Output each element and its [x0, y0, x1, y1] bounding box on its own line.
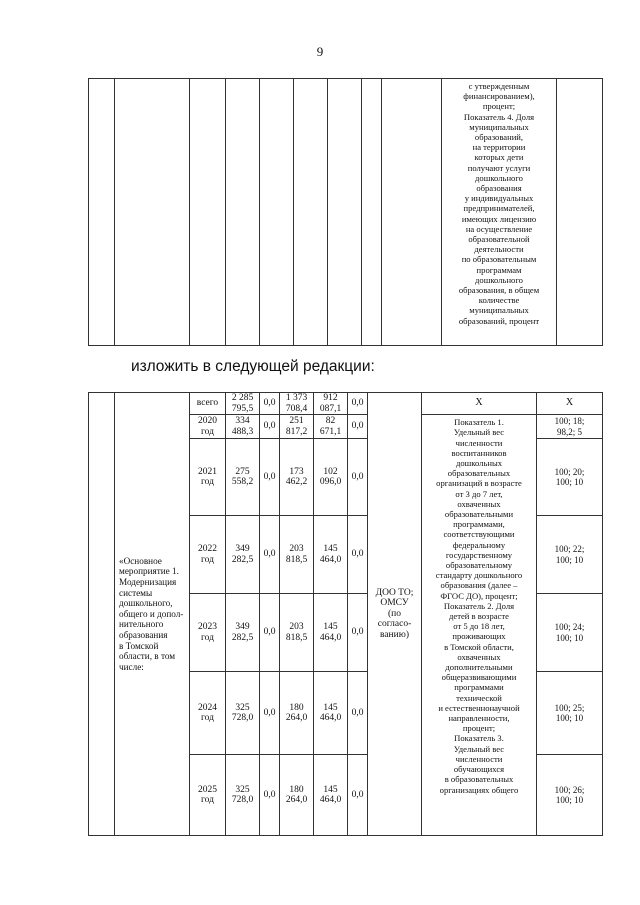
text-line: дошкольных: [455, 458, 503, 468]
text-line: Модернизация: [119, 577, 177, 588]
target-cell: 100; 20; 100; 10: [537, 439, 603, 516]
text-line: образования: [119, 629, 168, 640]
top-cell: [557, 79, 603, 346]
text-line: дошкольного: [475, 172, 523, 183]
total-cell: 349 282,5: [226, 594, 260, 672]
text-line: деятельности: [474, 244, 524, 255]
top-cell: [115, 79, 190, 346]
text-line: образования, в общем: [458, 285, 540, 296]
top-cell: [260, 79, 294, 346]
text-line: процент;: [482, 101, 516, 112]
text-line: охваченных: [457, 651, 501, 662]
text-line: согласо-: [377, 619, 412, 630]
text-line: образовательному: [445, 560, 513, 571]
value-cell: 145 464,0: [314, 755, 348, 836]
indicator-header-cell: X: [422, 393, 537, 415]
text-line: по образовательным: [461, 254, 537, 265]
top-cell: [294, 79, 328, 346]
value-cell: 0,0: [260, 415, 280, 439]
text-line: от 3 до 7 лет,: [455, 488, 503, 499]
text-line: дошкольного: [475, 274, 523, 285]
text-line: детей в возрасте: [449, 611, 509, 622]
text-line: от 5 до 18 лет,: [453, 621, 505, 632]
text-line: с утвержденным: [468, 81, 530, 91]
value-cell: 102 096,0: [314, 439, 348, 516]
text-line: числе:: [119, 661, 144, 672]
text-line: получают услуги: [467, 162, 531, 173]
total-cell: 325 728,0: [226, 755, 260, 836]
text-line: проживающих: [452, 631, 506, 642]
main-table: [88, 392, 603, 836]
text-line: количестве: [478, 295, 520, 306]
text-line: государственному: [445, 549, 513, 560]
total-cell: 325 728,0: [226, 672, 260, 755]
text-line: предпринимателей,: [463, 203, 535, 214]
text-line: муниципальных: [469, 305, 529, 316]
value-cell: 203 818,5: [280, 594, 314, 672]
period-cell: 2021 год: [190, 439, 226, 516]
value-cell: 145 464,0: [314, 672, 348, 755]
value-cell: 0,0: [348, 516, 368, 594]
period-cell: 2022 год: [190, 516, 226, 594]
value-cell: 0,0: [260, 439, 280, 516]
text-line: (по: [388, 608, 401, 619]
text-line: соответствующими: [443, 529, 515, 540]
row-number-cell: [89, 393, 115, 836]
text-line: программами: [454, 682, 504, 693]
target-cell: X: [537, 393, 603, 415]
top-cell: [362, 79, 382, 346]
text-line: на территории: [472, 142, 526, 153]
text-line: Показатель 3.: [454, 733, 504, 744]
text-line: в Томской области,: [444, 641, 514, 652]
text-line: программами,: [453, 519, 505, 530]
value-cell: 251 817,2: [280, 415, 314, 439]
text-line: образования: [476, 183, 522, 194]
top-cell: [226, 79, 260, 346]
text-line: образовательной: [468, 234, 530, 245]
text-line: образовательными: [444, 509, 514, 520]
text-line: нительного: [119, 619, 164, 630]
text-line: воспитанников: [451, 447, 507, 458]
text-line: финансированием),: [463, 91, 535, 102]
text-line: направленности,: [448, 713, 510, 724]
text-line: общеразвивающими: [441, 672, 517, 683]
target-cell: 100; 22; 100; 10: [537, 516, 603, 594]
text-line: технической: [456, 692, 502, 703]
text-line: муниципальных: [469, 121, 529, 132]
value-cell: 0,0: [260, 393, 280, 415]
text-line: численности: [455, 753, 503, 764]
text-line: общего и допол-: [119, 608, 184, 619]
text-line: «Основное: [119, 555, 162, 566]
value-cell: 1 373 708,4: [280, 393, 314, 415]
text-line: имеющих лицензию: [461, 213, 537, 224]
value-cell: 0,0: [348, 672, 368, 755]
value-cell: 145 464,0: [314, 594, 348, 672]
text-line: ОМСУ: [380, 598, 409, 609]
value-cell: 0,0: [260, 594, 280, 672]
target-cell: 100; 25; 100; 10: [537, 672, 603, 755]
value-cell: 180 264,0: [280, 672, 314, 755]
value-cell: 0,0: [348, 594, 368, 672]
text-line: Показатель 4. Доля: [463, 111, 535, 122]
text-line: в Томской: [119, 640, 159, 651]
text-line: численности: [455, 437, 503, 448]
period-cell: 2024 год: [190, 672, 226, 755]
text-line: обучающихся: [453, 764, 505, 775]
value-cell: 180 264,0: [280, 755, 314, 836]
top-cell: [328, 79, 362, 346]
target-cell: 100; 18; 98,2; 5: [537, 415, 603, 439]
text-line: ФГОС ДО), процент;: [440, 590, 518, 601]
text-line: стандарту дошкольного: [435, 570, 523, 581]
text-line: образования (далее –: [440, 580, 518, 591]
text-line: Показатель 2. Доля: [443, 600, 515, 611]
target-cell: 100; 24; 100; 10: [537, 594, 603, 672]
activity-cell: [115, 393, 190, 836]
value-cell: 82 671,1: [314, 415, 348, 439]
text-line: и естественнонаучной: [438, 702, 520, 713]
text-line: дошкольного,: [119, 598, 173, 609]
text-line: образований,: [474, 132, 524, 143]
page-number: 9: [316, 44, 324, 59]
top-cell: [190, 79, 226, 346]
value-cell: 173 462,2: [280, 439, 314, 516]
value-cell: 0,0: [348, 439, 368, 516]
top-table-fragment: [88, 78, 603, 346]
total-cell: 2 285 795,5: [226, 393, 260, 415]
value-cell: 0,0: [260, 672, 280, 755]
period-cell: всего: [190, 393, 226, 415]
text-line: Показатель 1.: [454, 417, 504, 428]
table-row: [89, 393, 603, 415]
text-line: дополнительными: [445, 662, 513, 673]
value-cell: 203 818,5: [280, 516, 314, 594]
period-cell: 2020 год: [190, 415, 226, 439]
text-line: области, в том: [119, 651, 176, 662]
text-line: у индивидуальных: [464, 193, 534, 204]
text-line: мероприятие 1.: [119, 566, 179, 577]
value-cell: 0,0: [348, 393, 368, 415]
total-cell: 349 282,5: [226, 516, 260, 594]
top-cell: [382, 79, 442, 346]
text-line: которых дети: [474, 152, 524, 163]
value-cell: 0,0: [348, 755, 368, 836]
period-cell: 2023 год: [190, 594, 226, 672]
target-cell: 100; 26; 100; 10: [537, 755, 603, 836]
value-cell: 0,0: [260, 755, 280, 836]
top-cell: [89, 79, 115, 346]
total-cell: 334 488,3: [226, 415, 260, 439]
lead-text: изложить в следующей редакции:: [131, 358, 375, 375]
text-line: процент;: [462, 723, 496, 734]
text-line: Удельный вес: [453, 427, 505, 438]
text-line: ДОО ТО;: [375, 587, 414, 598]
value-cell: 0,0: [348, 415, 368, 439]
text-line: в образовательных: [444, 774, 514, 785]
value-cell: 912 087,1: [314, 393, 348, 415]
text-line: на осуществление: [465, 223, 533, 234]
value-cell: 0,0: [260, 516, 280, 594]
text-line: системы: [119, 587, 153, 598]
text-line: программам: [476, 264, 522, 275]
text-line: образований, процент: [458, 315, 540, 326]
text-line: федеральному: [452, 539, 506, 550]
text-line: охваченных: [457, 498, 501, 509]
indicator-cell: [422, 415, 537, 836]
top-indicator-cell: [442, 79, 557, 346]
total-cell: 275 558,2: [226, 439, 260, 516]
value-cell: 145 464,0: [314, 516, 348, 594]
text-line: организациях общего: [439, 784, 519, 795]
text-line: ванию): [379, 629, 409, 640]
text-line: Удельный вес: [453, 743, 505, 754]
text-line: организаций в возрасте: [436, 478, 522, 489]
period-cell: 2025 год: [190, 755, 226, 836]
text-line: образовательных: [447, 468, 511, 479]
executor-cell: [368, 393, 422, 836]
